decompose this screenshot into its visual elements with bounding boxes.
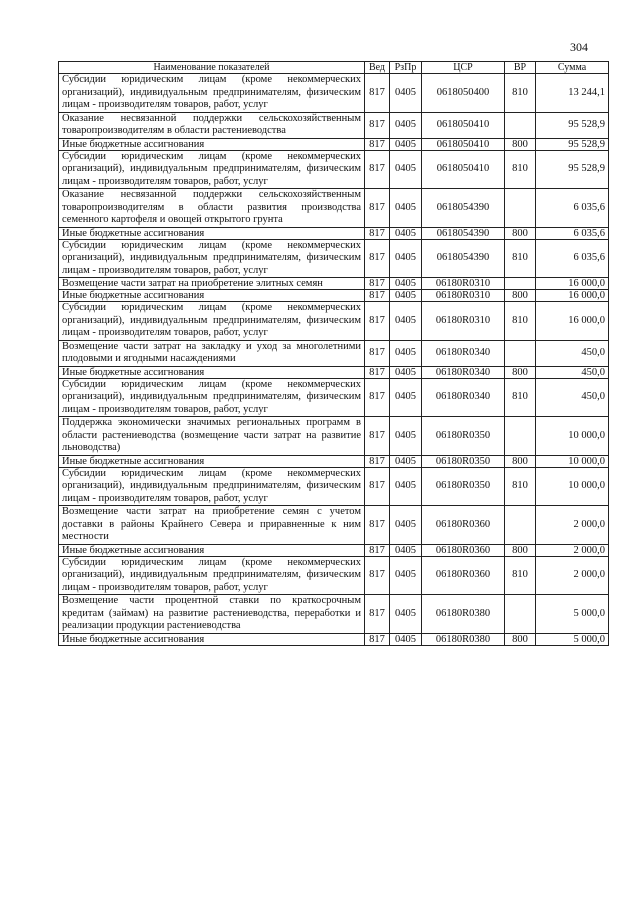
cell-csr: 06180R0380 — [422, 633, 505, 645]
cell-ved: 817 — [365, 302, 390, 341]
cell-csr: 06180R0360 — [422, 506, 505, 545]
cell-ved: 817 — [365, 455, 390, 467]
header-vr: ВР — [505, 62, 536, 74]
cell-vr: 800 — [505, 227, 536, 239]
cell-sum: 5 000,0 — [536, 633, 609, 645]
cell-name: Иные бюджетные ассигнования — [59, 455, 365, 467]
cell-name: Субсидии юридическим лицам (кроме некоммерческих организаций), индивидуальным предпринимателям, физическим лицам - производителям товаров, работ, услуг — [59, 302, 365, 341]
cell-name: Иные бюджетные ассигнования — [59, 290, 365, 302]
table-header-row — [59, 62, 609, 74]
cell-ved: 817 — [365, 378, 390, 417]
table-row — [59, 290, 609, 302]
cell-sum: 450,0 — [536, 378, 609, 417]
cell-csr: 06180R0310 — [422, 278, 505, 290]
table-row — [59, 556, 609, 595]
cell-vr — [505, 506, 536, 545]
cell-csr: 06180R0350 — [422, 417, 505, 456]
cell-rzpr: 0405 — [390, 544, 422, 556]
cell-rzpr: 0405 — [390, 112, 422, 138]
cell-sum: 450,0 — [536, 340, 609, 366]
cell-vr — [505, 417, 536, 456]
cell-rzpr: 0405 — [390, 417, 422, 456]
cell-vr: 800 — [505, 290, 536, 302]
cell-name: Возмещение части затрат на приобретение семян с учетом доставки в районы Крайнего Севера и приравненные к ним местности — [59, 506, 365, 545]
cell-sum: 10 000,0 — [536, 455, 609, 467]
cell-ved: 817 — [365, 227, 390, 239]
cell-vr: 810 — [505, 556, 536, 595]
table-row — [59, 544, 609, 556]
header-name: Наименование показателей — [59, 62, 365, 74]
cell-sum: 95 528,9 — [536, 112, 609, 138]
cell-rzpr: 0405 — [390, 378, 422, 417]
table-row — [59, 278, 609, 290]
cell-rzpr: 0405 — [390, 278, 422, 290]
cell-name: Иные бюджетные ассигнования — [59, 366, 365, 378]
cell-vr: 800 — [505, 455, 536, 467]
table-row — [59, 366, 609, 378]
cell-vr: 800 — [505, 138, 536, 150]
table-row — [59, 506, 609, 545]
cell-name: Возмещение части процентной ставки по краткосрочным кредитам (займам) на развитие растениеводства, переработки и реализации продукции растениеводства — [59, 595, 365, 634]
cell-name: Возмещение части затрат на приобретение элитных семян — [59, 278, 365, 290]
header-csr: ЦСР — [422, 62, 505, 74]
cell-rzpr: 0405 — [390, 340, 422, 366]
cell-vr — [505, 340, 536, 366]
cell-ved: 817 — [365, 633, 390, 645]
table-row — [59, 417, 609, 456]
cell-csr: 0618050410 — [422, 138, 505, 150]
cell-vr: 810 — [505, 378, 536, 417]
table-row — [59, 239, 609, 278]
cell-rzpr: 0405 — [390, 150, 422, 189]
cell-ved: 817 — [365, 340, 390, 366]
table-row — [59, 138, 609, 150]
table-row — [59, 467, 609, 506]
cell-rzpr: 0405 — [390, 74, 422, 113]
cell-csr: 0618050410 — [422, 112, 505, 138]
header-rzpr: РзПр — [390, 62, 422, 74]
cell-rzpr: 0405 — [390, 290, 422, 302]
header-sum: Сумма — [536, 62, 609, 74]
cell-csr: 06180R0310 — [422, 302, 505, 341]
cell-rzpr: 0405 — [390, 138, 422, 150]
table-row — [59, 455, 609, 467]
cell-rzpr: 0405 — [390, 239, 422, 278]
cell-csr: 06180R0350 — [422, 455, 505, 467]
cell-sum: 10 000,0 — [536, 417, 609, 456]
cell-rzpr: 0405 — [390, 467, 422, 506]
cell-sum: 5 000,0 — [536, 595, 609, 634]
cell-ved: 817 — [365, 74, 390, 113]
cell-sum: 13 244,1 — [536, 74, 609, 113]
page-number: 304 — [570, 40, 588, 54]
cell-csr: 0618054390 — [422, 227, 505, 239]
cell-sum: 6 035,6 — [536, 227, 609, 239]
cell-name: Субсидии юридическим лицам (кроме некоммерческих организаций), индивидуальным предпринимателям, физическим лицам - производителям товаров, работ, услуг — [59, 378, 365, 417]
cell-sum: 6 035,6 — [536, 239, 609, 278]
cell-vr: 810 — [505, 302, 536, 341]
cell-ved: 817 — [365, 138, 390, 150]
cell-csr: 06180R0340 — [422, 378, 505, 417]
cell-csr: 06180R0310 — [422, 290, 505, 302]
cell-ved: 817 — [365, 150, 390, 189]
cell-name: Поддержка экономически значимых региональных программ в области растениеводства (возмещение части затрат на развитие льноводства) — [59, 417, 365, 456]
cell-name: Субсидии юридическим лицам (кроме некоммерческих организаций), индивидуальным предпринимателям, физическим лицам - производителям товаров, работ, услуг — [59, 467, 365, 506]
cell-name: Субсидии юридическим лицам (кроме некоммерческих организаций), индивидуальным предпринимателям, физическим лицам - производителям товаров, работ, услуг — [59, 239, 365, 278]
cell-rzpr: 0405 — [390, 595, 422, 634]
cell-rzpr: 0405 — [390, 506, 422, 545]
cell-ved: 817 — [365, 278, 390, 290]
cell-name: Оказание несвязанной поддержки сельскохозяйственным товаропроизводителям в области развития производства семенного картофеля и овощей открытого грунта — [59, 189, 365, 228]
cell-sum: 16 000,0 — [536, 290, 609, 302]
table-row — [59, 189, 609, 228]
cell-csr: 0618050410 — [422, 150, 505, 189]
cell-name: Субсидии юридическим лицам (кроме некоммерческих организаций), индивидуальным предпринимателям, физическим лицам - производителям товаров, работ, услуг — [59, 556, 365, 595]
cell-rzpr: 0405 — [390, 366, 422, 378]
cell-sum: 10 000,0 — [536, 467, 609, 506]
cell-name: Иные бюджетные ассигнования — [59, 633, 365, 645]
cell-ved: 817 — [365, 239, 390, 278]
cell-ved: 817 — [365, 544, 390, 556]
cell-ved: 817 — [365, 595, 390, 634]
table-row — [59, 112, 609, 138]
cell-name: Оказание несвязанной поддержки сельскохозяйственным товаропроизводителям в области растениеводства — [59, 112, 365, 138]
cell-csr: 06180R0380 — [422, 595, 505, 634]
cell-sum: 2 000,0 — [536, 556, 609, 595]
table-row — [59, 378, 609, 417]
cell-ved: 817 — [365, 417, 390, 456]
cell-vr: 810 — [505, 150, 536, 189]
cell-ved: 817 — [365, 556, 390, 595]
cell-sum: 95 528,9 — [536, 150, 609, 189]
table-row — [59, 150, 609, 189]
cell-sum: 95 528,9 — [536, 138, 609, 150]
cell-vr: 810 — [505, 239, 536, 278]
cell-name: Иные бюджетные ассигнования — [59, 227, 365, 239]
budget-table — [58, 61, 609, 646]
cell-vr — [505, 595, 536, 634]
table-row — [59, 595, 609, 634]
cell-csr: 06180R0360 — [422, 544, 505, 556]
cell-ved: 817 — [365, 290, 390, 302]
cell-sum: 6 035,6 — [536, 189, 609, 228]
cell-rzpr: 0405 — [390, 455, 422, 467]
table-row — [59, 340, 609, 366]
cell-csr: 06180R0340 — [422, 366, 505, 378]
header-ved: Вед — [365, 62, 390, 74]
cell-name: Возмещение части затрат на закладку и уход за многолетними плодовыми и ягодными насаждениями — [59, 340, 365, 366]
cell-sum: 450,0 — [536, 366, 609, 378]
cell-sum: 16 000,0 — [536, 302, 609, 341]
cell-csr: 06180R0360 — [422, 556, 505, 595]
cell-rzpr: 0405 — [390, 189, 422, 228]
cell-sum: 16 000,0 — [536, 278, 609, 290]
cell-name: Субсидии юридическим лицам (кроме некоммерческих организаций), индивидуальным предпринимателям, физическим лицам - производителям товаров, работ, услуг — [59, 74, 365, 113]
cell-rzpr: 0405 — [390, 227, 422, 239]
cell-vr: 800 — [505, 633, 536, 645]
cell-vr — [505, 112, 536, 138]
cell-name: Иные бюджетные ассигнования — [59, 138, 365, 150]
cell-csr: 06180R0350 — [422, 467, 505, 506]
cell-vr — [505, 278, 536, 290]
cell-rzpr: 0405 — [390, 633, 422, 645]
cell-ved: 817 — [365, 506, 390, 545]
cell-ved: 817 — [365, 467, 390, 506]
cell-vr — [505, 189, 536, 228]
table-row — [59, 74, 609, 113]
cell-csr: 06180R0340 — [422, 340, 505, 366]
cell-vr: 800 — [505, 544, 536, 556]
cell-name: Иные бюджетные ассигнования — [59, 544, 365, 556]
cell-csr: 0618054390 — [422, 239, 505, 278]
table-row — [59, 302, 609, 341]
cell-rzpr: 0405 — [390, 302, 422, 341]
cell-ved: 817 — [365, 366, 390, 378]
cell-ved: 817 — [365, 189, 390, 228]
cell-sum: 2 000,0 — [536, 544, 609, 556]
cell-vr: 810 — [505, 467, 536, 506]
cell-vr: 810 — [505, 74, 536, 113]
cell-csr: 0618054390 — [422, 189, 505, 228]
cell-rzpr: 0405 — [390, 556, 422, 595]
cell-csr: 0618050400 — [422, 74, 505, 113]
table-row — [59, 633, 609, 645]
cell-name: Субсидии юридическим лицам (кроме некоммерческих организаций), индивидуальным предпринимателям, физическим лицам - производителям товаров, работ, услуг — [59, 150, 365, 189]
cell-ved: 817 — [365, 112, 390, 138]
cell-vr: 800 — [505, 366, 536, 378]
cell-sum: 2 000,0 — [536, 506, 609, 545]
table-row — [59, 227, 609, 239]
